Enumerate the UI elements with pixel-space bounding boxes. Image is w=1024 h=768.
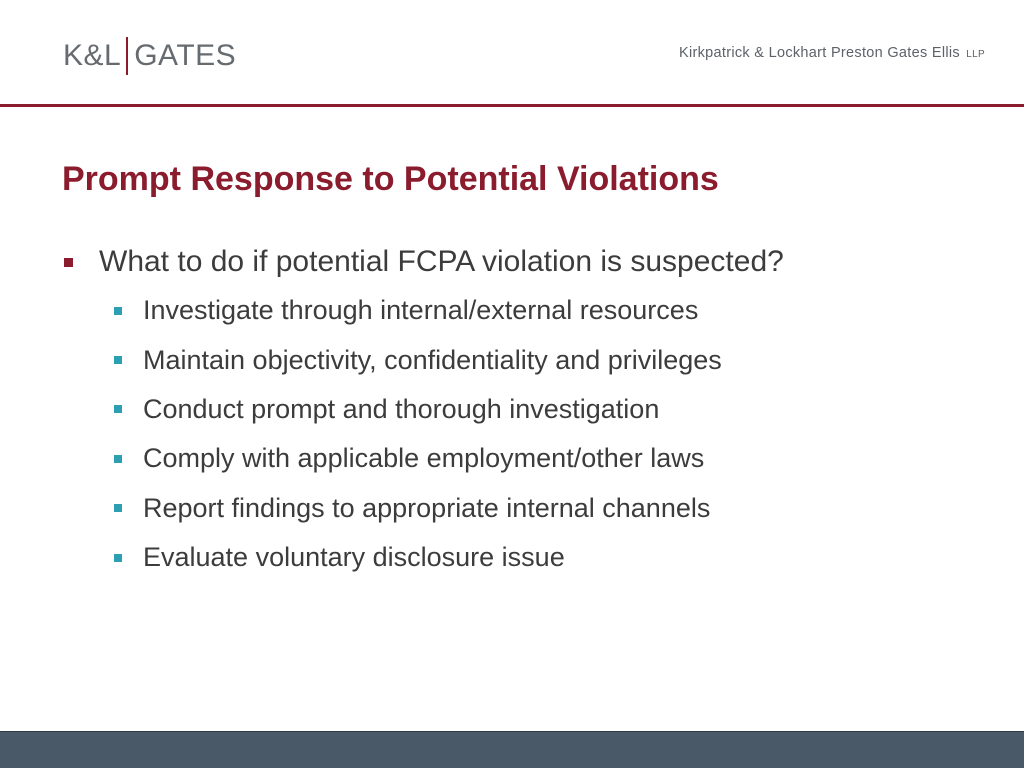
square-bullet-icon	[114, 455, 122, 463]
main-bullet-text: What to do if potential FCPA violation is suspected?	[99, 245, 784, 278]
sub-bullet	[62, 286, 982, 335]
sub-bullet	[62, 533, 982, 582]
square-bullet-icon	[114, 356, 122, 364]
slide-title: Prompt Response to Potential Violations	[62, 160, 719, 198]
sub-bullet-text: Comply with applicable employment/other laws	[143, 443, 705, 474]
logo-left-text: K&L	[63, 39, 122, 72]
square-bullet-icon	[64, 258, 73, 267]
bullet-list	[62, 238, 982, 582]
sub-bullet-text: Evaluate voluntary disclosure issue	[143, 542, 565, 573]
sub-bullet	[62, 484, 982, 533]
logo-right-text: GATES	[134, 39, 237, 72]
kl-gates-logo	[63, 36, 236, 76]
sub-bullet-text: Report findings to appropriate internal channels	[143, 492, 711, 523]
firm-suffix: LLP	[966, 49, 985, 60]
sub-bullet-text: Investigate through internal/external resources	[143, 295, 699, 326]
square-bullet-icon	[114, 405, 122, 413]
header-divider	[0, 104, 1024, 107]
sub-bullet	[62, 335, 982, 384]
main-bullet	[62, 238, 982, 286]
sub-bullet-text: Conduct prompt and thorough investigation	[143, 393, 660, 424]
sub-bullet	[62, 434, 982, 483]
firm-name-text: Kirkpatrick & Lockhart Preston Gates Ellis	[679, 45, 960, 61]
sub-bullet-text: Maintain objectivity, confidentiality and privileges	[143, 344, 722, 375]
square-bullet-icon	[114, 504, 122, 512]
square-bullet-icon	[114, 554, 122, 562]
square-bullet-icon	[114, 307, 122, 315]
footer-bar	[0, 731, 1024, 768]
logo-divider	[126, 37, 128, 75]
firm-name	[679, 45, 985, 61]
sub-bullet	[62, 385, 982, 434]
